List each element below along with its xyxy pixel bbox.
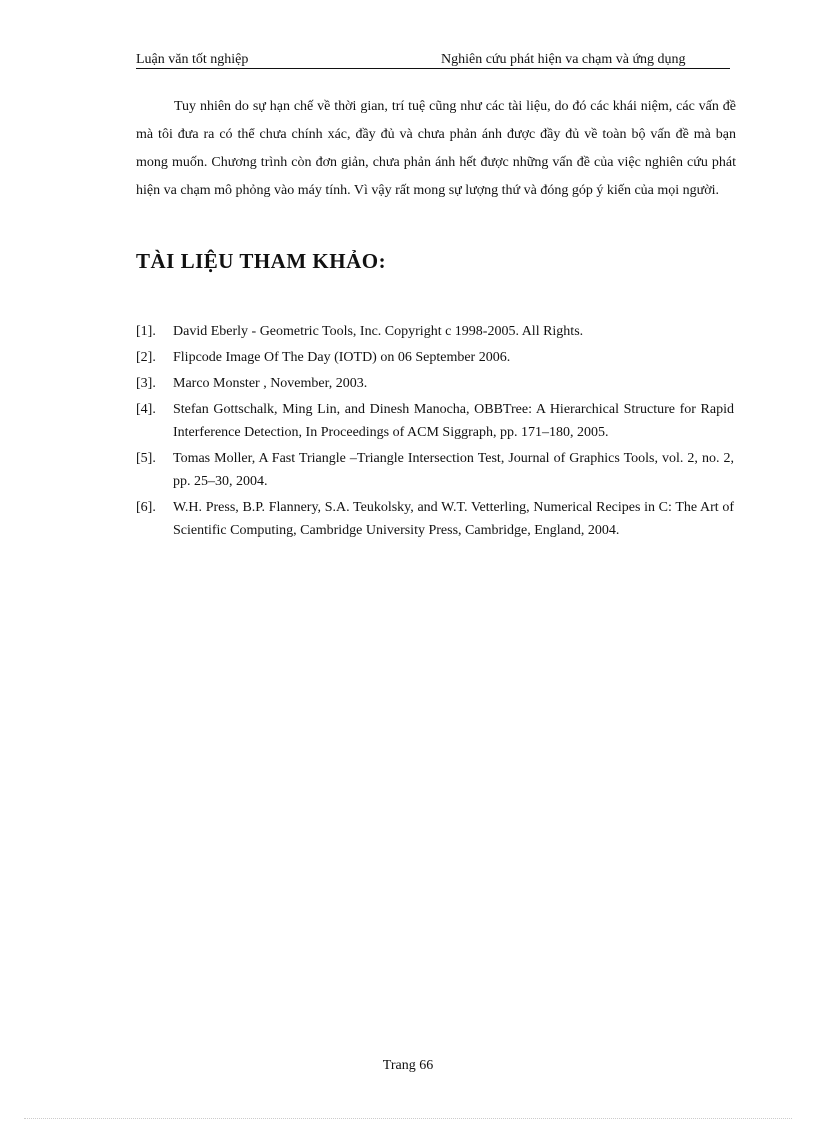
references-heading: TÀI LIỆU THAM KHẢO: [136, 249, 387, 273]
reference-text: Marco Monster , November, 2003. [173, 376, 368, 391]
page-footer: Trang 66 [382, 1058, 434, 1073]
reference-number: [3]. [136, 376, 156, 391]
reference-item [136, 372, 734, 395]
reference-text: Stefan Gottschalk, Ming Lin, and Dinesh Manocha, OBBTree: A Hierarchical Structure for Rapid Interference Detection, In Proceedings of ACM Siggraph, pp. 171–180, 2005. [173, 402, 734, 440]
reference-text: Tomas Moller, A Fast Triangle –Triangle Intersection Test, Journal of Graphics Tools, vol. 2, no. 2, pp. 25–30, 2004. [173, 451, 734, 489]
reference-number: [4]. [136, 402, 156, 417]
page-bottom-edge [24, 1118, 792, 1119]
closing-paragraph: Tuy nhiên do sự hạn chế về thời gian, trí tuệ cũng như các tài liệu, do đó các khái niệm, các vấn đề mà tôi đưa ra có thể chưa chính xác, đầy đủ và chưa phản ánh được đầy đủ về toàn bộ vấn đề mà bạn mong muốn. Chương trình còn đơn giản, chưa phản ánh hết được những vấn đề của việc nghiên cứu phát hiện va chạm mô phỏng vào máy tính. Vì vậy rất mong sự lượng thứ và đóng góp ý kiến của mọi người. [136, 99, 736, 198]
reference-item [136, 346, 734, 369]
reference-number: [1]. [136, 324, 156, 339]
reference-text: W.H. Press, B.P. Flannery, S.A. Teukolsky, and W.T. Vetterling, Numerical Recipes in C: The Art of Scientific Computing, Cambridge University Press, Cambridge, England, 2004. [173, 500, 734, 538]
reference-text: Flipcode Image Of The Day (IOTD) on 06 September 2006. [173, 350, 511, 365]
reference-number: [2]. [136, 350, 156, 365]
reference-item [136, 447, 734, 493]
reference-number: [6]. [136, 500, 156, 515]
reference-text: David Eberly - Geometric Tools, Inc. Copyright c 1998-2005. All Rights. [173, 324, 584, 339]
header-thesis-title: Nghiên cứu phát hiện va chạm và ứng dụng [441, 52, 686, 67]
running-header [136, 51, 730, 69]
reference-number: [5]. [136, 451, 156, 466]
reference-item [136, 496, 734, 542]
reference-item [136, 320, 734, 343]
reference-list [136, 320, 734, 545]
reference-item [136, 398, 734, 444]
header-thesis-label: Luận văn tốt nghiệp [136, 52, 249, 67]
